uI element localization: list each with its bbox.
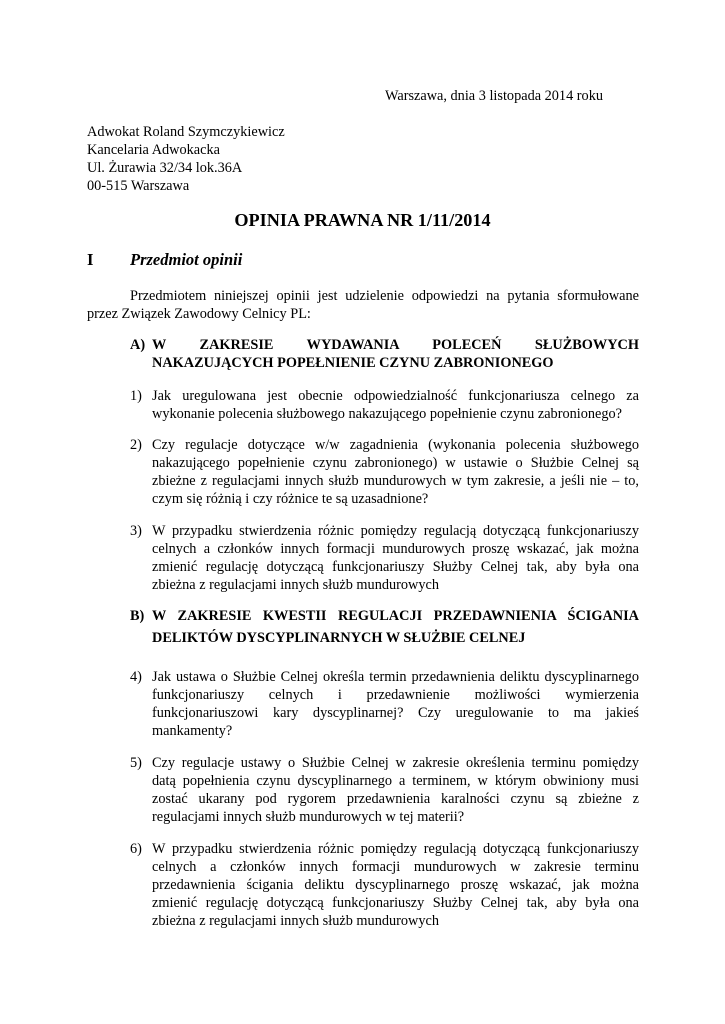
item-line: datą popełnienia czynu dyscyplinarnego a terminem, w którym obwiniony musi [152,773,639,789]
intro-line: Przedmiotem niniejszej opinii jest udzielenie odpowiedzi na pytania sformułowane [130,288,639,304]
item-line: zbieżna z regulacjami innych służb mundurowych [152,577,440,593]
intro-line: przez Związek Zawodowy Celnicy PL: [87,306,311,322]
group-a-marker: A) [130,337,146,353]
item-line: zostać ukarany pod rygorem przedawnienia karalności czynu są zbieżne z [152,791,639,807]
address-line: Kancelaria Adwokacka [87,142,220,158]
item-line: celnych a członków innych formacji mundurowych proszę wskazać, jak można [152,541,639,557]
item-number: 5) [130,755,142,771]
item-line: mankamenty? [152,723,233,739]
section-number: I [87,250,94,269]
section-heading: Przedmiot opinii [130,250,243,269]
item-line: zbieżne z regulacjami innych służb mundurowych w tym zakresie, a jeśli nie – to, [152,473,639,489]
item-number: 2) [130,437,142,453]
address-line: Adwokat Roland Szymczykiewicz [87,124,285,140]
document-title: OPINIA PRAWNA NR 1/11/2014 [234,210,491,230]
item-number: 6) [130,841,142,857]
item-line: czym się różnią i czy różnice te są uzasadnione? [152,491,429,507]
item-line: celnych a członków innych formacji mundurowych w zakresie terminu [152,859,639,875]
item-line: regulacjami innych służb mundurowych w tej materii? [152,809,465,825]
item-line: nakazującego popełnienie czynu zabronionego) w ustawie o Służbie Celnej są [152,455,639,471]
place-date: Warszawa, dnia 3 listopada 2014 roku [385,88,604,104]
item-line: Czy regulacje ustawy o Służbie Celnej w zakresie określenia terminu pomiędzy [152,755,639,771]
group-b-heading-line: W ZAKRESIE KWESTII REGULACJI PRZEDAWNIENIA ŚCIGANIA [152,608,639,624]
item-line: funkcjonariuszowi kary dyscyplinarnej? Czy uregulowanie to ma jakieś [152,705,639,721]
item-line: W przypadku stwierdzenia różnic pomiędzy regulacją dotyczącą funkcjonariuszy [152,841,639,857]
group-b-heading-line: DELIKTÓW DYSCYPLINARNYCH W SŁUŻBIE CELNEJ [152,630,526,646]
address-block [87,123,285,195]
item-line: zbieżna z regulacjami innych służb mundurowych [152,913,440,929]
item-number: 1) [130,388,142,404]
group-a-heading-line: W ZAKRESIE WYDAWANIA POLECEŃ SŁUŻBOWYCH [152,337,639,353]
address-line: 00-515 Warszawa [87,178,190,194]
item-line: W przypadku stwierdzenia różnic pomiędzy regulacją dotyczącą funkcjonariuszy [152,523,639,539]
group-a-heading-line: NAKAZUJĄCYCH POPEŁNIENIE CZYNU ZABRONIONEGO [152,355,554,371]
item-line: Jak uregulowana jest obecnie odpowiedzialność funkcjonariusza celnego za [152,388,639,404]
intro-paragraph [87,287,639,323]
item-line: funkcjonariuszy celnych i przedawnienie możliwości wymierzenia [152,687,639,703]
group-b-marker: B) [130,608,145,624]
item-line: Jak ustawa o Służbie Celnej określa termin przedawnienia deliktu dyscyplinarnego [152,669,639,685]
item-number: 3) [130,523,142,539]
item-line: zmienić regulację dotyczącą funkcjonariuszy Służby Celnej tak, aby była ona [152,559,639,575]
item-number: 4) [130,669,142,685]
item-line: zmienić regulację dotyczącą funkcjonariuszy Służby Celnej tak, aby była ona [152,895,639,911]
item-line: przedawnienia ścigania deliktu dyscyplinarnego proszę wskazać, jak można [152,877,639,893]
address-line: Ul. Żurawia 32/34 lok.36A [87,160,243,176]
item-line: wykonanie polecenia służbowego nakazującego popełnienie czynu zabronionego? [152,406,623,422]
item-line: Czy regulacje dotyczące w/w zagadnienia (wykonania polecenia służbowego [152,437,639,453]
